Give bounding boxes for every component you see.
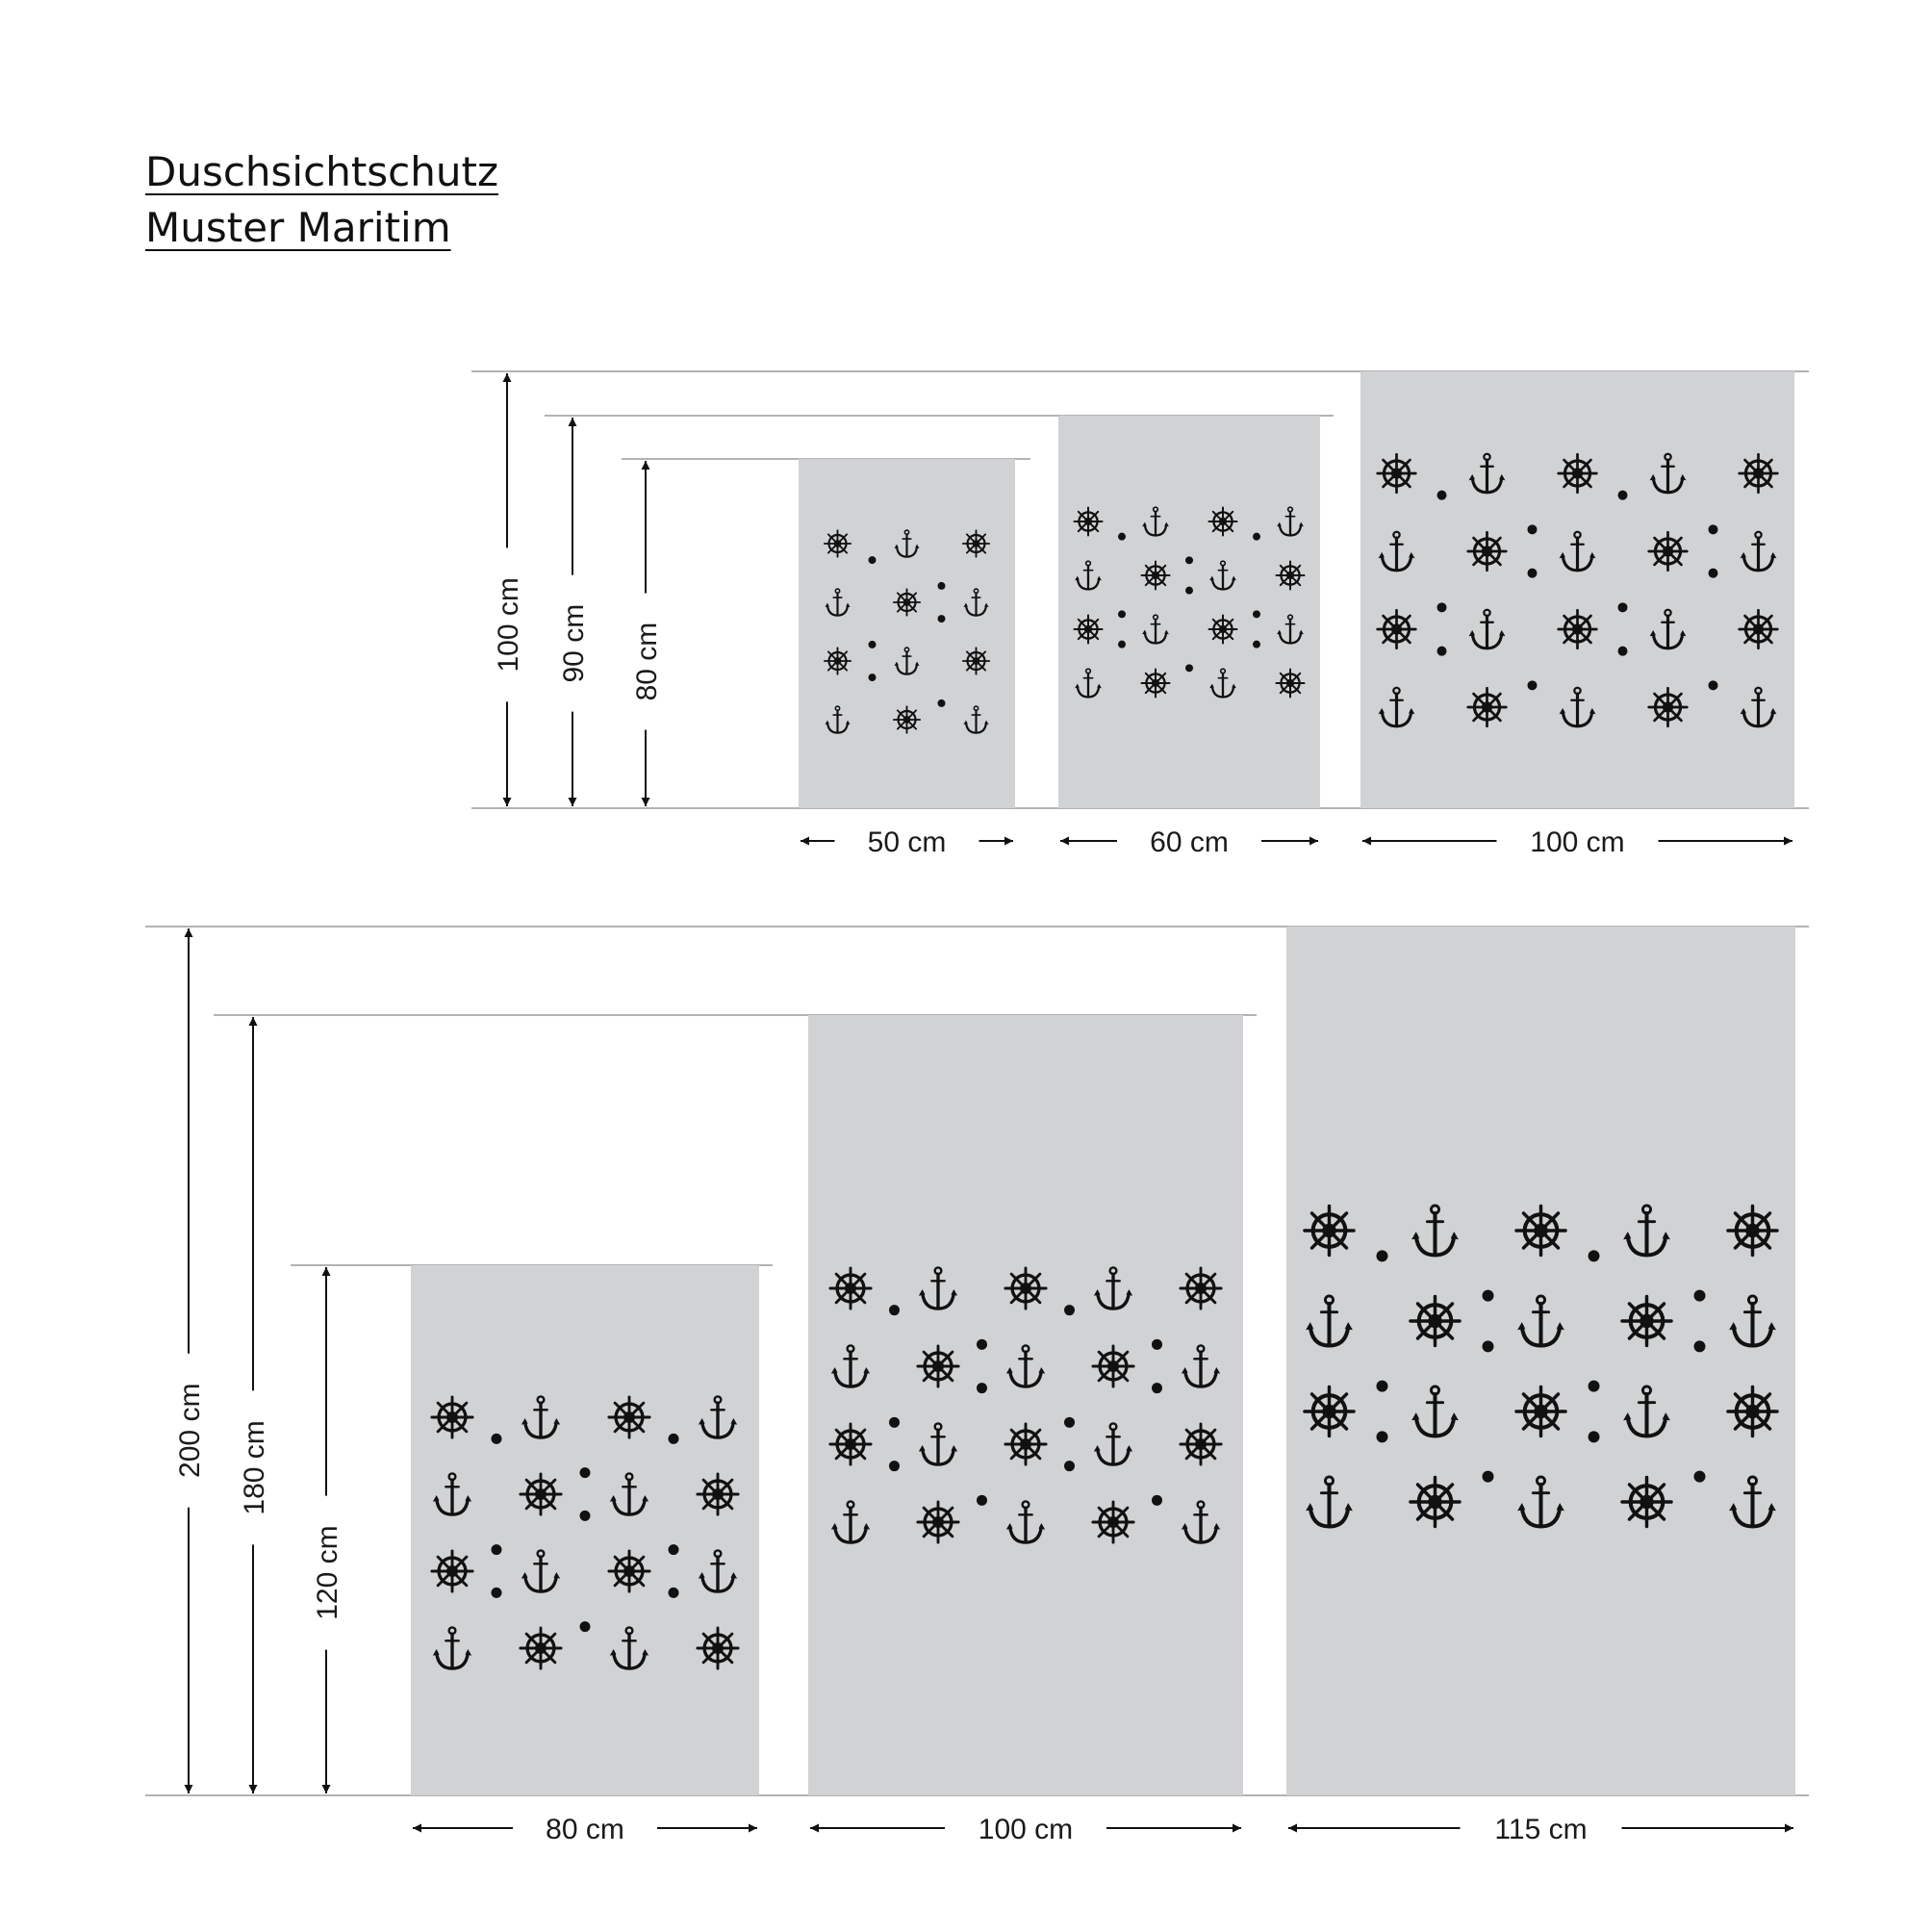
- height-dimension: [174, 928, 206, 1793]
- ship-wheel-icon: [1093, 1346, 1133, 1386]
- dot: [1064, 1461, 1075, 1471]
- dot: [1709, 524, 1718, 534]
- dot: [1185, 587, 1193, 595]
- dot: [1483, 1471, 1494, 1483]
- dot: [580, 1511, 591, 1521]
- ship-wheel-icon: [1378, 454, 1416, 493]
- ship-wheel-icon: [432, 1551, 472, 1591]
- ship-wheel-icon: [1005, 1268, 1046, 1309]
- dot: [492, 1434, 502, 1444]
- ship-wheel-icon: [1622, 1477, 1671, 1526]
- dot: [1437, 491, 1447, 500]
- ship-wheel-icon: [1181, 1268, 1221, 1309]
- shower-panel: [799, 459, 1015, 808]
- ship-wheel-icon: [1276, 669, 1304, 697]
- ship-wheel-icon: [1208, 615, 1236, 643]
- ship-wheel-icon: [830, 1268, 871, 1309]
- ship-wheel-icon: [1005, 1424, 1046, 1464]
- ship-wheel-icon: [1378, 610, 1416, 648]
- dot: [1618, 602, 1628, 612]
- ship-wheel-icon: [1181, 1424, 1221, 1464]
- dot: [1589, 1381, 1600, 1392]
- dot: [889, 1417, 900, 1428]
- dot: [1618, 647, 1628, 656]
- group-large-sizes: [145, 927, 1809, 1845]
- shower-panel: [1286, 927, 1795, 1795]
- dot: [1694, 1340, 1706, 1352]
- ship-wheel-icon: [1411, 1296, 1460, 1345]
- dot: [1377, 1250, 1388, 1261]
- ship-wheel-icon: [830, 1424, 871, 1464]
- ship-wheel-icon: [1622, 1296, 1671, 1345]
- panel-background: [411, 1265, 759, 1795]
- dot: [1483, 1290, 1494, 1302]
- dot: [580, 1621, 591, 1632]
- ship-wheel-icon: [1468, 688, 1507, 726]
- dot: [1118, 641, 1126, 648]
- ship-wheel-icon: [918, 1502, 958, 1542]
- dot: [1528, 680, 1538, 690]
- height-dimension: [239, 1017, 270, 1793]
- ship-wheel-icon: [1649, 688, 1688, 726]
- dot: [1589, 1250, 1600, 1261]
- dot: [977, 1383, 987, 1393]
- ship-wheel-icon: [521, 1628, 561, 1668]
- shower-panel: [411, 1265, 759, 1795]
- title-line-1: Duschsichtschutz: [145, 148, 499, 195]
- ship-wheel-icon: [1740, 610, 1778, 648]
- ship-wheel-icon: [963, 530, 989, 556]
- panel-background: [808, 1015, 1243, 1795]
- ship-wheel-icon: [521, 1474, 561, 1514]
- dot: [1253, 641, 1260, 648]
- title-line-2: Muster Maritim: [145, 204, 451, 251]
- dot: [869, 641, 877, 648]
- dot: [938, 699, 946, 707]
- ship-wheel-icon: [1516, 1206, 1565, 1255]
- dot: [869, 556, 877, 564]
- group-small-sizes: [471, 371, 1809, 858]
- dot: [492, 1544, 502, 1555]
- panel-background: [1360, 371, 1794, 808]
- ship-wheel-icon: [609, 1551, 649, 1591]
- width-dimension: [1060, 826, 1318, 858]
- height-label: 120 cm: [312, 1525, 343, 1620]
- ship-wheel-icon: [1208, 507, 1236, 535]
- dot: [580, 1467, 591, 1478]
- ship-wheel-icon: [1141, 669, 1169, 697]
- ship-wheel-icon: [825, 648, 851, 674]
- dot: [669, 1434, 679, 1444]
- dot: [1185, 556, 1193, 564]
- width-dimension: [1288, 1814, 1793, 1845]
- ship-wheel-icon: [1516, 1386, 1565, 1436]
- dot: [938, 582, 946, 590]
- ship-wheel-icon: [1093, 1502, 1133, 1542]
- dot: [1064, 1305, 1075, 1315]
- dot: [1152, 1495, 1162, 1506]
- width-dimension: [1362, 826, 1792, 858]
- dot: [669, 1588, 679, 1598]
- ship-wheel-icon: [1559, 454, 1597, 493]
- ship-wheel-icon: [1074, 615, 1102, 643]
- width-label: 100 cm: [1530, 826, 1625, 858]
- width-label: 100 cm: [978, 1814, 1074, 1845]
- ship-wheel-icon: [1276, 561, 1304, 589]
- dot: [1377, 1431, 1388, 1442]
- ship-wheel-icon: [963, 648, 989, 674]
- height-label: 80 cm: [631, 622, 663, 701]
- ship-wheel-icon: [1305, 1206, 1354, 1255]
- height-label: 180 cm: [239, 1420, 270, 1515]
- shower-panel: [1058, 416, 1320, 808]
- ship-wheel-icon: [1649, 532, 1688, 571]
- ship-wheel-icon: [1728, 1206, 1777, 1255]
- dot: [1528, 569, 1538, 578]
- height-label: 100 cm: [493, 577, 524, 673]
- dot: [869, 674, 877, 681]
- ship-wheel-icon: [698, 1628, 738, 1668]
- width-label: 115 cm: [1494, 1814, 1588, 1845]
- dot: [977, 1495, 987, 1506]
- dot: [1118, 610, 1126, 618]
- ship-wheel-icon: [825, 530, 851, 556]
- dot: [1528, 524, 1538, 534]
- ship-wheel-icon: [1559, 610, 1597, 648]
- dot: [889, 1305, 900, 1315]
- height-dimension: [312, 1267, 343, 1793]
- ship-wheel-icon: [894, 589, 920, 615]
- dot: [1709, 680, 1718, 690]
- panel-background: [1058, 416, 1320, 808]
- dot: [1437, 602, 1447, 612]
- ship-wheel-icon: [918, 1346, 958, 1386]
- dot: [1437, 647, 1447, 656]
- ship-wheel-icon: [1141, 561, 1169, 589]
- height-label: 200 cm: [174, 1383, 206, 1478]
- dot: [1253, 610, 1260, 618]
- height-dimension: [631, 461, 663, 806]
- width-label: 60 cm: [1150, 826, 1229, 858]
- dot: [1618, 491, 1628, 500]
- dot: [669, 1544, 679, 1555]
- dot: [1253, 533, 1260, 541]
- panel-background: [799, 459, 1015, 808]
- ship-wheel-icon: [1305, 1386, 1354, 1436]
- height-dimension: [558, 418, 590, 806]
- dot: [1709, 569, 1718, 578]
- ship-wheel-icon: [894, 706, 920, 732]
- dot: [1118, 533, 1126, 541]
- width-dimension: [413, 1814, 757, 1845]
- width-label: 50 cm: [867, 826, 947, 858]
- dot: [1377, 1381, 1388, 1392]
- height-label: 90 cm: [558, 603, 590, 683]
- dot: [1694, 1471, 1706, 1483]
- shower-panel: [1360, 371, 1794, 808]
- panel-background: [1286, 927, 1795, 1795]
- height-dimension: [493, 373, 524, 806]
- ship-wheel-icon: [698, 1474, 738, 1514]
- dot: [1185, 664, 1193, 672]
- dot: [938, 615, 946, 623]
- width-dimension: [801, 826, 1013, 858]
- dot: [1064, 1417, 1075, 1428]
- ship-wheel-icon: [1728, 1386, 1777, 1436]
- ship-wheel-icon: [1074, 507, 1102, 535]
- width-dimension: [810, 1814, 1241, 1845]
- width-label: 80 cm: [546, 1814, 624, 1845]
- dot: [977, 1339, 987, 1350]
- dot: [1152, 1383, 1162, 1393]
- ship-wheel-icon: [1411, 1477, 1460, 1526]
- dot: [492, 1588, 502, 1598]
- dot: [1483, 1340, 1494, 1352]
- ship-wheel-icon: [432, 1397, 472, 1437]
- ship-wheel-icon: [609, 1397, 649, 1437]
- dot: [1152, 1339, 1162, 1350]
- ship-wheel-icon: [1740, 454, 1778, 493]
- ship-wheel-icon: [1468, 532, 1507, 571]
- shower-panel: [808, 1015, 1243, 1795]
- dot: [1589, 1431, 1600, 1442]
- dot: [889, 1461, 900, 1471]
- dot: [1694, 1290, 1706, 1302]
